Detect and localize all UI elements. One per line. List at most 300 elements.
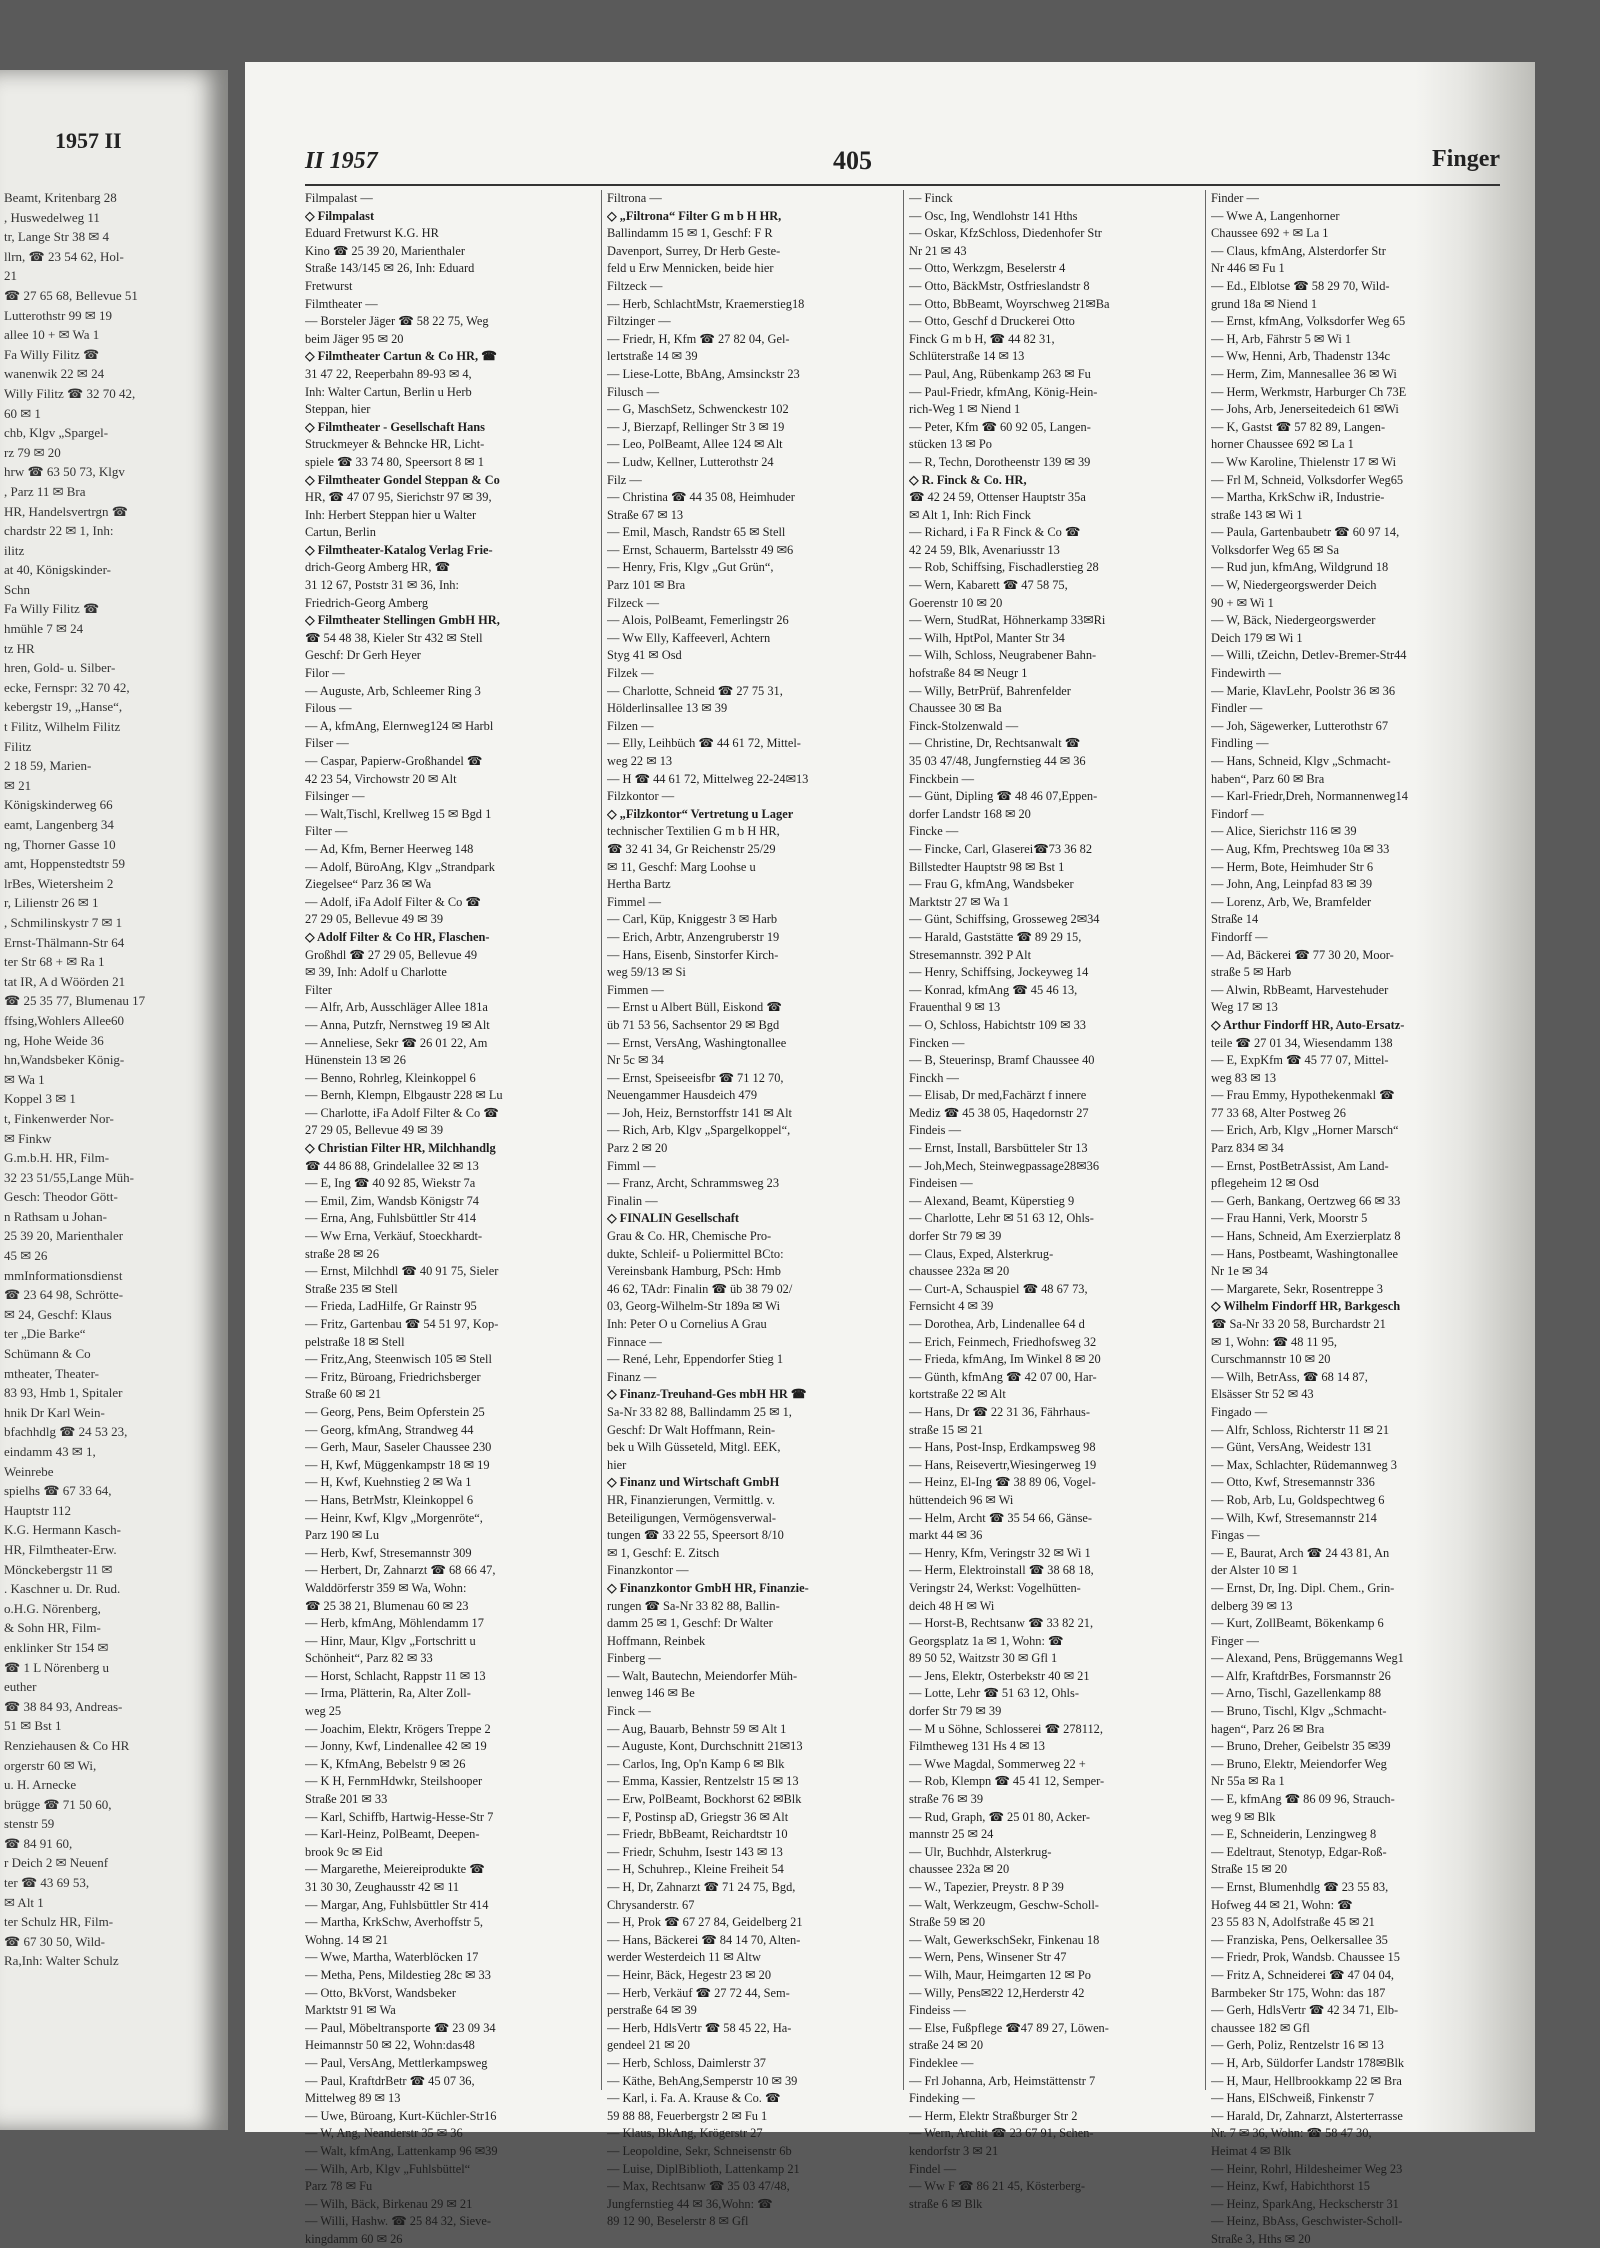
left-page-line: K.G. Hermann Kasch-: [4, 1522, 121, 1538]
directory-entry-line: — Margar, Ang, Fuhlsbüttler Str 414: [305, 1897, 489, 1912]
directory-page: [245, 62, 1535, 2246]
directory-entry-line: Geschf: Dr Gerh Heyer: [305, 648, 421, 663]
directory-entry-line: — Emil, Masch, Randstr 65 ✉ Stell: [607, 525, 786, 540]
directory-entry-line: Sa-Nr 33 82 88, Ballindamm 25 ✉ 1,: [607, 1404, 792, 1419]
directory-entry-line: — Friedr, BbBeamt, Reichardtstr 10: [607, 1827, 788, 1842]
left-page-text: [4, 188, 214, 1971]
column-rule: [903, 190, 904, 2090]
directory-entry-line: — M u Söhne, Schlosserei ☎ 278112,: [909, 1721, 1103, 1736]
directory-entry-line: Struckmeyer & Behncke HR, Licht-: [305, 437, 485, 452]
directory-entry-line: Heimat 4 ✉ Blk: [1211, 2143, 1292, 2158]
directory-entry-line: feld u Erw Mennicken, beide hier: [607, 261, 774, 276]
directory-entry-line: — Otto, Kwf, Stresemannstr 336: [1211, 1475, 1375, 1490]
directory-entry-line: ◇ Filmpalast: [305, 208, 375, 223]
left-page-line: spielhs ☎ 67 33 64,: [4, 1483, 112, 1499]
directory-entry-line: — Ernst, Install, Barsbütteler Str 13: [909, 1141, 1088, 1156]
directory-entry-line: — Emil, Zim, Wandsb Königstr 74: [305, 1193, 479, 1208]
directory-entry-line: — Ulr, Buchhdr, Alsterkrug-: [909, 1844, 1052, 1859]
directory-entry-line: — Herb, HdlsVertr ☎ 58 45 22, Ha-: [607, 2020, 792, 2035]
directory-entry-line: — Ww Erna, Verkäuf, Stoeckhardt-: [305, 1229, 483, 1244]
page-number: 405: [833, 146, 872, 175]
directory-entry-line: — Hans, Bäckerei ☎ 84 14 70, Alten-: [607, 1932, 801, 1947]
directory-entry-line: Filzek —: [607, 666, 654, 681]
directory-entry-line: 59 88 88, Feuerbergstr 2 ✉ Fu 1: [607, 2108, 768, 2123]
directory-entry-line: Geschf: Dr Walt Hoffmann, Rein-: [607, 1422, 776, 1437]
left-page-line: euther: [4, 1679, 37, 1695]
directory-entry-line: — Konrad, kfmAng ☎ 45 46 13,: [909, 982, 1078, 997]
directory-entry-line: teile ☎ 27 01 34, Wiesendamm 138: [1211, 1035, 1393, 1050]
directory-entry-line: Findler —: [1211, 701, 1263, 716]
directory-entry-line: lenweg 146 ✉ Be: [607, 1686, 695, 1701]
directory-entry-line: — Wilh, Bäck, Birkenau 29 ✉ 21: [305, 2196, 473, 2211]
left-page-line: Schümann & Co: [4, 1346, 91, 1362]
directory-entry-line: ◇ FINALIN Gesellschaft: [607, 1211, 740, 1226]
directory-entry-line: Marktstr 27 ✉ Wa 1: [909, 894, 1010, 909]
directory-entry-line: Neuengammer Hausdeich 479: [607, 1088, 758, 1103]
directory-entry-line: — Bernh, Klempn, Elbgaustr 228 ✉ Lu: [305, 1088, 503, 1103]
directory-entry-line: delberg 39 ✉ 13: [1211, 1598, 1293, 1613]
left-page-line: 21: [4, 268, 17, 284]
directory-entry-line: — H, Kwf, Kuehnstieg 2 ✉ Wa 1: [305, 1475, 472, 1490]
left-page-line: , Parz 11 ✉ Bra: [4, 483, 86, 499]
directory-entry-line: straße 5 ✉ Harb: [1211, 965, 1292, 980]
directory-entry-line: — Joh, Sägewerker, Lutterothstr 67: [1211, 718, 1389, 733]
directory-entry-line: — Rich, Arb, Klgv „Spargelkoppel“,: [607, 1123, 791, 1138]
directory-entry-line: — Bruno, Tischl, Klgv „Schmacht-: [1211, 1704, 1387, 1719]
directory-entry-line: — Joh, Heiz, Bernstorffstr 141 ✉ Alt: [607, 1105, 792, 1120]
directory-entry-line: Finanzkontor —: [607, 1563, 689, 1578]
directory-entry-line: — Else, Fußpflege ☎47 89 27, Löwen-: [909, 2020, 1109, 2035]
left-page-line: Koppel 3 ✉ 1: [4, 1091, 76, 1107]
directory-entry-line: Parz 101 ✉ Bra: [607, 578, 686, 593]
directory-entry-line: Straße 143/145 ✉ 26, Inh: Eduard: [305, 261, 475, 276]
directory-entry-line: Schönheit“, Parz 82 ✉ 33: [305, 1651, 433, 1666]
directory-entry-line: spiele ☎ 33 74 80, Speersort 8 ✉ 1: [305, 454, 484, 469]
directory-entry-line: — Ww Elly, Kaffeeverl, Achtern: [607, 630, 771, 645]
directory-entry-line: perstraße 64 ✉ 39: [607, 2003, 697, 2018]
directory-entry-line: Kino ☎ 25 39 20, Marienthaler: [305, 243, 465, 258]
directory-entry-line: — Johs, Arb, Jenerseitedeich 61 ✉Wi: [1211, 402, 1399, 417]
directory-entry-line: Findeiss —: [909, 2003, 966, 2018]
directory-entry-line: Findeking —: [909, 2091, 975, 2106]
directory-entry-line: — Leopoldine, Sekr, Schneisenstr 6b: [607, 2143, 792, 2158]
directory-entry-line: — Horst, Schlacht, Rappstr 11 ✉ 13: [305, 1668, 486, 1683]
left-page-line: Fa Willy Filitz ☎: [4, 346, 100, 362]
directory-entry-line: Findling —: [1211, 736, 1269, 751]
directory-entry-line: — Benno, Rohrleg, Kleinkoppel 6: [305, 1070, 476, 1085]
directory-entry-line: — Ww F ☎ 86 21 45, Kösterberg-: [909, 2179, 1086, 2194]
left-page-line: enklinker Str 154 ✉: [4, 1639, 109, 1655]
left-page-line: hren, Gold- u. Silber-: [4, 660, 116, 676]
directory-entry-line: — H, Arb, Fährstr 5 ✉ Wi 1: [1211, 331, 1352, 346]
left-page-line: hrw ☎ 63 50 73, Klgv: [4, 464, 125, 480]
directory-entry-line: — Erich, Feinmech, Friedhofsweg 32: [909, 1334, 1097, 1349]
directory-entry-line: chaussee 232a ✉ 20: [909, 1862, 1010, 1877]
directory-entry-line: — Uwe, Büroang, Kurt-Küchler-Str16: [305, 2108, 497, 2123]
directory-entry-line: Styg 41 ✉ Osd: [607, 648, 682, 663]
directory-entry-line: — Otto, BäckMstr, Ostfrieslandstr 8: [909, 278, 1090, 293]
directory-entry-line: — Friedr, Prok, Wandsb. Chaussee 15: [1211, 1950, 1400, 1965]
left-page-line: Ernst-Thälmann-Str 64: [4, 934, 125, 950]
directory-entry-line: — Friedr, Schuhm, Isestr 143 ✉ 13: [607, 1844, 783, 1859]
directory-entry-line: — Metha, Pens, Mildestieg 28c ✉ 33: [305, 1967, 491, 1982]
directory-entry-line: Filzkontor —: [607, 789, 675, 804]
directory-entry-line: straße 143 ✉ Wi 1: [1211, 507, 1303, 522]
left-page-line: ☎ 38 84 93, Andreas-: [4, 1698, 123, 1714]
left-page-line: t Filitz, Wilhelm Filitz: [4, 719, 121, 735]
directory-entry-line: — Ernst, Speiseeisfbr ☎ 71 12 70,: [607, 1070, 784, 1085]
directory-entry-line: der Alster 10 ✉ 1: [1211, 1563, 1298, 1578]
directory-entry-line: ◇ Adolf Filter & Co HR, Flaschen-: [305, 929, 490, 944]
directory-entry-line: Filzen —: [607, 718, 654, 733]
directory-entry-line: — Gerh, Poliz, Rentzelstr 16 ✉ 13: [1211, 2038, 1384, 2053]
left-page-line: lrBes, Wietersheim 2: [4, 875, 114, 891]
directory-entry-line: — Auguste, Arb, Schleemer Ring 3: [305, 683, 481, 698]
directory-entry-line: — Heinz, El-Ing ☎ 38 89 06, Vogel-: [909, 1475, 1096, 1490]
directory-entry-line: 35 03 47/48, Jungfernstieg 44 ✉ 36: [909, 754, 1086, 768]
directory-entry-line: Finalin —: [607, 1193, 658, 1208]
left-page-line: ☎ 84 91 60,: [4, 1835, 73, 1851]
left-page-header: 1957 II: [55, 128, 122, 153]
directory-entry-line: Grau & Co. HR, Chemische Pro-: [607, 1229, 772, 1244]
directory-entry-line: Straße 60 ✉ 21: [305, 1387, 382, 1402]
directory-entry-line: — Wilh, Arb, Klgv „Fuhlsbüttel“: [305, 2161, 471, 2176]
directory-entry-line: — K H, FernmHdwkr, Steilshooper: [305, 1774, 483, 1789]
left-page-line: ecke, Fernspr: 32 70 42,: [4, 679, 130, 695]
directory-entry-line: — E, Ing ☎ 40 92 85, Wiekstr 7a: [305, 1176, 476, 1191]
directory-entry-line: Findewirth —: [1211, 666, 1281, 681]
directory-entry-line: — Otto, BkVorst, Wandsbeker: [305, 1985, 457, 2000]
directory-entry-line: 27 29 05, Bellevue 49 ✉ 39: [305, 1123, 444, 1138]
directory-entry-line: Parz 834 ✉ 34: [1211, 1141, 1284, 1156]
directory-entry-line: Fimmel —: [607, 894, 662, 909]
directory-entry-line: pflegeheim 12 ✉ Osd: [1211, 1176, 1319, 1191]
directory-entry-line: — Fritz A, Schneiderei ☎ 47 04 04,: [1211, 1967, 1395, 1982]
directory-entry-line: — Bruno, Dreher, Geibelstr 35 ✉39: [1211, 1739, 1391, 1754]
directory-entry-line: — Curt-A, Schauspiel ☎ 48 67 73,: [909, 1281, 1088, 1296]
directory-entry-line: Filz —: [607, 472, 642, 487]
column-rule: [1205, 190, 1206, 2090]
directory-entry-line: ✉ 11, Geschf: Marg Loohse u: [607, 859, 756, 874]
directory-entry-line: Straße 14: [1211, 912, 1259, 927]
directory-entry-line: — Borsteler Jäger ☎ 58 22 75, Weg: [305, 314, 489, 329]
directory-entry-line: — Herb, Schloss, Daimlerstr 37: [607, 2055, 766, 2070]
directory-entry-line: — Ww, Henni, Arb, Thadenstr 134c: [1211, 349, 1391, 364]
directory-entry-line: — Günt, Schiffsing, Grosseweg 2✉34: [909, 912, 1100, 927]
left-page-line: Ra,Inh: Walter Schulz: [4, 1953, 119, 1969]
directory-entry-line: ☎ Sa-Nr 33 20 58, Burchardstr 21: [1211, 1317, 1386, 1331]
directory-entry-line: — Walt, GewerkschSekr, Finkenau 18: [909, 1932, 1100, 1947]
column-2: [607, 190, 897, 2231]
left-page-line: & Sohn HR, Film-: [4, 1620, 101, 1636]
directory-entry-line: — H, Kwf, Müggenkampstr 18 ✉ 19: [305, 1457, 490, 1472]
directory-entry-line: — W, Ang, Neanderstr 35 ✉ 36: [305, 2126, 463, 2141]
directory-entry-line: — Günt, VersAng, Weidestr 131: [1211, 1440, 1372, 1455]
header-volume: II 1957: [305, 148, 378, 174]
directory-entry-line: — Erna, Ang, Fuhlsbüttler Str 414: [305, 1211, 477, 1226]
left-page-line: , Schmilinskystr 7 ✉ 1: [4, 914, 123, 930]
directory-entry-line: — Lotte, Lehr ☎ 51 63 12, Ohls-: [909, 1686, 1079, 1701]
column-1: [305, 190, 595, 2248]
directory-entry-line: chaussee 232a ✉ 20: [909, 1264, 1010, 1279]
directory-entry-line: — Kurt, ZollBeamt, Bökenkamp 6: [1211, 1616, 1384, 1631]
left-page-line: G.m.b.H. HR, Film-: [4, 1150, 110, 1166]
directory-entry-line: Straße 67 ✉ 13: [607, 507, 684, 522]
directory-entry-line: — Willi, tZeichn, Detlev-Bremer-Str44: [1211, 648, 1407, 663]
directory-entry-line: — Herb, kfmAng, Möhlendamm 17: [305, 1616, 484, 1631]
directory-entry-line: Finger —: [1211, 1633, 1259, 1648]
directory-entry-line: Fretwurst: [305, 278, 353, 293]
directory-entry-line: Volksdorfer Weg 65 ✉ Sa: [1211, 542, 1340, 557]
directory-entry-line: Parz 190 ✉ Lu: [305, 1528, 380, 1543]
directory-entry-line: kortstraße 22 ✉ Alt: [909, 1387, 1006, 1402]
directory-entry-line: — Oskar, KfzSchloss, Diedenhofer Str: [909, 226, 1102, 241]
directory-entry-line: Ballindamm 15 ✉ 1, Geschf: F R: [607, 226, 773, 241]
directory-entry-line: — Ernst u Albert Büll, Eiskond ☎: [607, 1000, 782, 1015]
directory-entry-line: — Herm, Elektroinstall ☎ 38 68 18,: [909, 1563, 1094, 1578]
directory-entry-line: Filtzeck —: [607, 278, 663, 293]
directory-entry-line: Jungfernstieg 44 ✉ 36,Wohn: ☎: [607, 2196, 773, 2211]
left-page-line: allee 10 + ✉ Wa 1: [4, 327, 100, 343]
directory-entry-line: straße 28 ✉ 26: [305, 1246, 380, 1261]
directory-entry-line: grund 18a ✉ Niend 1: [1211, 296, 1318, 311]
left-page-line: ✉ 24, Geschf: Klaus: [4, 1306, 112, 1322]
column-4: [1211, 190, 1501, 2248]
directory-entry-line: — Heinz, SparkAng, Heckscherstr 31: [1211, 2196, 1399, 2211]
left-page-line: ng, Hohe Weide 36: [4, 1032, 104, 1048]
left-page-line: kebergstr 19, „Hanse“,: [4, 699, 123, 715]
directory-entry-line: ☎ 44 86 88, Grindelallee 32 ✉ 13: [305, 1158, 479, 1173]
directory-entry-line: — Walt,Tischl, Krellweg 15 ✉ Bgd 1: [305, 806, 492, 821]
directory-entry-line: Straße 235 ✉ Stell: [305, 1281, 398, 1296]
directory-entry-line: — Aug, Bauarb, Behnstr 59 ✉ Alt 1: [607, 1721, 787, 1736]
directory-entry-line: — H, Maur, Hellbrookkamp 22 ✉ Bra: [1211, 2073, 1402, 2088]
directory-entry-line: dukte, Schleif- u Poliermittel BCto:: [607, 1246, 784, 1261]
left-page-line: tat IR, A d Wöörden 21: [4, 973, 126, 989]
directory-entry-line: weg 83 ✉ 13: [1211, 1070, 1277, 1085]
directory-entry-line: Hünenstein 13 ✉ 26: [305, 1053, 406, 1068]
directory-entry-line: — Wilh, Schloss, Neugrabener Bahn-: [909, 648, 1097, 663]
directory-entry-line: Findeisen —: [909, 1176, 973, 1191]
left-page-line: chardstr 22 ✉ 1, Inh:: [4, 523, 114, 539]
directory-entry-line: — Ernst, Dr, Ing. Dipl. Chem., Grin-: [1211, 1580, 1395, 1595]
directory-entry-line: Filmpalast —: [305, 191, 373, 205]
directory-entry-line: dorfer Landstr 168 ✉ 20: [909, 806, 1031, 821]
left-page-line: orgerstr 60 ✉ Wi,: [4, 1757, 97, 1773]
directory-entry-line: stücken 13 ✉ Po: [909, 437, 993, 452]
directory-entry-line: dorfer Str 79 ✉ 39: [909, 1704, 1002, 1719]
directory-entry-line: HR, ☎ 47 07 95, Sierichstr 97 ✉ 39,: [305, 490, 492, 505]
directory-entry-line: — Gerh, HdlsVertr ☎ 42 34 71, Elb-: [1211, 2003, 1399, 2018]
directory-entry-line: beim Jäger 95 ✉ 20: [305, 331, 404, 346]
directory-entry-line: — Willi, Hashw. ☎ 25 84 32, Sieve-: [305, 2214, 491, 2229]
directory-entry-line: brook 9c ✉ Eid: [305, 1844, 383, 1859]
left-page-line: ilitz: [4, 542, 25, 558]
directory-entry-line: — Willy, Pens✉22 12,Herderstr 42: [909, 1985, 1085, 2000]
directory-entry-line: rungen ☎ Sa-Nr 33 82 88, Ballin-: [607, 1598, 780, 1613]
directory-entry-line: — Carl, Küp, Kniggestr 3 ✉ Harb: [607, 912, 778, 927]
directory-entry-line: ☎ 25 38 21, Blumenau 60 ✉ 23: [305, 1598, 469, 1613]
directory-entry-line: — Marie, KlavLehr, Poolstr 36 ✉ 36: [1211, 683, 1396, 698]
left-page-line: HR, Handelsvertrgn ☎: [4, 503, 128, 519]
left-page-line: Willy Filitz ☎ 32 70 42,: [4, 385, 136, 401]
directory-entry-line: — Friedr, H, Kfm ☎ 27 82 04, Gel-: [607, 331, 790, 346]
directory-entry-line: Filser —: [305, 736, 349, 751]
left-page-line: brügge ☎ 71 50 60,: [4, 1796, 112, 1812]
directory-entry-line: — Charlotte, Schneid ☎ 27 75 31,: [607, 683, 783, 698]
directory-entry-line: Findorf —: [1211, 806, 1264, 821]
directory-entry-line: ◇ Filmtheater-Katalog Verlag Frie-: [305, 542, 493, 557]
left-page-line: 32 23 51/55,Lange Müh-: [4, 1169, 134, 1185]
directory-entry-line: — Henry, Fris, Klgv „Gut Grün“,: [607, 560, 774, 575]
directory-entry-line: — Ernst, Blumenhdlg ☎ 23 55 83,: [1211, 1880, 1389, 1894]
left-page-line: n Rathsam u Johan-: [4, 1208, 107, 1224]
directory-entry-line: Fimmen —: [607, 982, 664, 997]
directory-entry-line: — Hans, Dr ☎ 22 31 36, Fährhaus-: [909, 1404, 1090, 1419]
directory-entry-line: ◇ Filmtheater - Gesellschaft Hans: [305, 419, 485, 434]
directory-entry-line: ✉ 1, Wohn: ☎ 48 11 95,: [1211, 1334, 1338, 1349]
directory-entry-line: ◇ Filmtheater Gondel Steppan & Co: [305, 472, 500, 487]
left-page-line: stenstr 59: [4, 1816, 55, 1832]
directory-entry-line: 03, Georg-Wilhelm-Str 189a ✉ Wi: [607, 1299, 781, 1314]
directory-entry-line: Fingado —: [1211, 1404, 1268, 1419]
left-page-line: 25 39 20, Marienthaler: [4, 1228, 124, 1244]
directory-entry-line: 89 12 90, Beselerstr 8 ✉ Gfl: [607, 2214, 749, 2229]
directory-entry-line: Filous —: [305, 701, 352, 716]
directory-entry-line: Walddörferstr 359 ✉ Wa, Wohn:: [305, 1580, 467, 1595]
directory-entry-line: ☎ 42 24 59, Ottenser Hauptstr 35a: [909, 490, 1086, 505]
directory-entry-line: — Joachim, Elektr, Krögers Treppe 2: [305, 1721, 491, 1736]
directory-entry-line: — Walt, kfmAng, Lattenkamp 96 ✉39: [305, 2143, 498, 2158]
directory-entry-line: 31 12 67, Poststr 31 ✉ 36, Inh:: [305, 578, 459, 593]
directory-entry-line: — Hans, BetrMstr, Kleinkoppel 6: [305, 1492, 474, 1507]
left-page-line: wanenwik 22 ✉ 24: [4, 366, 105, 382]
directory-entry-line: — Rob, Schiffsing, Fischadlerstieg 28: [909, 560, 1099, 575]
directory-entry-line: — Peter, Kfm ☎ 60 92 05, Langen-: [909, 419, 1091, 434]
directory-entry-line: — Rud, Graph, ☎ 25 01 80, Acker-: [909, 1809, 1091, 1824]
directory-entry-line: — Claus, kfmAng, Alsterdorfer Str: [1211, 243, 1386, 258]
directory-entry-line: — H, Dr, Zahnarzt ☎ 71 24 75, Bgd,: [607, 1880, 796, 1894]
directory-entry-line: straße 15 ✉ 21: [909, 1422, 984, 1437]
directory-entry-line: Ziegelsee“ Parz 36 ✉ Wa: [305, 877, 432, 892]
directory-entry-line: Deich 179 ✉ Wi 1: [1211, 630, 1303, 645]
left-page-line: Filitz: [4, 738, 32, 754]
directory-entry-line: — Henry, Schiffsing, Jockeyweg 14: [909, 965, 1089, 980]
directory-entry-line: ◇ Christian Filter HR, Milchhandlg: [305, 1141, 496, 1156]
directory-entry-line: — Henry, Kfm, Veringstr 32 ✉ Wi 1: [909, 1545, 1091, 1560]
directory-entry-line: Fernsicht 4 ✉ 39: [909, 1299, 994, 1314]
left-page-line: 83 93, Hmb 1, Spitaler: [4, 1385, 123, 1401]
left-page-line: tz HR: [4, 640, 35, 656]
directory-entry-line: — Richard, i Fa R Finck & Co ☎: [909, 525, 1081, 540]
left-page-line: Königskinderweg 66: [4, 797, 113, 813]
directory-entry-line: ☎ 54 48 38, Kieler Str 432 ✉ Stell: [305, 630, 483, 645]
left-page-line: ☎ 27 65 68, Bellevue 51: [4, 287, 138, 303]
directory-entry-line: — Max, Rechtsanw ☎ 35 03 47/48,: [607, 2179, 790, 2194]
left-page-line: hn,Wandsbeker König-: [4, 1052, 125, 1068]
directory-entry-line: 42 24 59, Blk, Avenariusstr 13: [909, 542, 1060, 557]
directory-entry-line: 23 55 83 N, Adolfstraße 45 ✉ 21: [1211, 1915, 1375, 1930]
directory-entry-line: — G, MaschSetz, Schwenckestr 102: [607, 402, 789, 417]
left-page-line: ter Schulz HR, Film-: [4, 1914, 114, 1930]
directory-entry-line: ◇ „Filtrona“ Filter G m b H HR,: [607, 208, 782, 223]
directory-entry-line: — Jens, Elektr, Osterbekstr 40 ✉ 21: [909, 1668, 1090, 1683]
directory-entry-line: — Erich, Arbtr, Anzengruberstr 19: [607, 929, 780, 944]
directory-entry-line: — Anneliese, Sekr ☎ 26 01 22, Am: [305, 1035, 488, 1050]
directory-entry-line: — Elisab, Dr med,Fachärzt f innere: [909, 1088, 1087, 1103]
directory-entry-line: — Edeltraut, Stenotyp, Edgar-Roß-: [1211, 1844, 1387, 1859]
directory-entry-line: — Hans, Eisenb, Sinstorfer Kirch-: [607, 947, 779, 962]
left-page-line: ✉ Wa 1: [4, 1071, 45, 1087]
directory-entry-line: — Luise, DiplBiblioth, Lattenkamp 21: [607, 2161, 800, 2176]
directory-entry-line: — Hinr, Maur, Klgv „Fortschritt u: [305, 1633, 476, 1648]
directory-entry-line: 31 47 22, Reeperbahn 89-93 ✉ 4,: [305, 366, 472, 381]
directory-entry-line: — Rob, Arb, Lu, Goldspechtweg 6: [1211, 1492, 1385, 1507]
left-page-line: Mönckebergstr 11 ✉: [4, 1561, 113, 1577]
left-page-line: tr, Lange Str 38 ✉ 4: [4, 229, 109, 245]
directory-entry-line: pelstraße 18 ✉ Stell: [305, 1334, 405, 1349]
directory-entry-line: straße 76 ✉ 39: [909, 1792, 984, 1807]
directory-entry-line: Weg 17 ✉ 13: [1211, 1000, 1278, 1015]
directory-entry-line: ✉ 39, Inh: Adolf u Charlotte: [305, 965, 447, 980]
directory-entry-line: ◇ „Filzkontor“ Vertretung u Lager: [607, 806, 794, 821]
directory-entry-line: — Otto, Werkzgm, Beselerstr 4: [909, 261, 1066, 276]
directory-entry-line: — Emma, Kassier, Rentzelstr 15 ✉ 13: [607, 1774, 799, 1789]
directory-entry-line: — Wilh, BetrAss, ☎ 68 14 87,: [1211, 1369, 1368, 1384]
directory-entry-line: Hölderlinsallee 13 ✉ 39: [607, 701, 728, 716]
directory-entry-line: — E, ExpKfm ☎ 45 77 07, Mittel-: [1211, 1053, 1389, 1068]
directory-entry-line: — O, Schloss, Habichtstr 109 ✉ 33: [909, 1017, 1086, 1032]
directory-entry-line: Fimml —: [607, 1158, 656, 1173]
directory-entry-line: Straße 15 ✉ 20: [1211, 1862, 1288, 1877]
directory-entry-line: üb 71 53 56, Sachsentor 29 ✉ Bgd: [607, 1017, 780, 1032]
directory-entry-line: — Hans, ElSchweiß, Finkenstr 7: [1211, 2091, 1375, 2106]
directory-entry-line: — H, Prok ☎ 67 27 84, Geidelberg 21: [607, 1915, 803, 1930]
directory-entry-line: — Ludw, Kellner, Lutterothstr 24: [607, 454, 774, 469]
directory-entry-line: — Karl-Heinz, PolBeamt, Deepen-: [305, 1827, 480, 1842]
directory-entry-line: — Leo, PolBeamt, Allee 124 ✉ Alt: [607, 437, 783, 452]
directory-entry-line: Filter: [305, 982, 332, 997]
directory-entry-line: — Paul-Friedr, kfmAng, König-Hein-: [909, 384, 1098, 399]
directory-entry-line: Straße 201 ✉ 33: [305, 1792, 388, 1807]
directory-entry-line: — Horst-B, Rechtsanw ☎ 33 82 21,: [909, 1616, 1094, 1631]
directory-entry-line: — Heinr, Rohrl, Hildesheimer Weg 23: [1211, 2161, 1403, 2176]
directory-entry-line: — Alice, Sierichstr 116 ✉ 39: [1211, 824, 1357, 839]
left-page-line: ter Str 68 + ✉ Ra 1: [4, 954, 105, 970]
left-page-line: HR, Filmtheater-Erw.: [4, 1541, 117, 1557]
directory-entry-line: — Ernst, Milchhdl ☎ 40 91 75, Sieler: [305, 1264, 499, 1279]
directory-entry-line: — Elly, Leihbüch ☎ 44 61 72, Mittel-: [607, 736, 801, 751]
column-rule: [601, 190, 602, 2090]
directory-entry-line: Chrysanderstr. 67: [607, 1897, 695, 1912]
directory-entry-line: — Ernst, PostBetrAssist, Am Land-: [1211, 1158, 1389, 1173]
directory-entry-line: — A, kfmAng, Elernweg124 ✉ Harbl: [305, 718, 494, 733]
left-page-line: Gesch: Theodor Gött-: [4, 1189, 118, 1205]
directory-entry-line: — Charlotte, Lehr ✉ 51 63 12, Ohls-: [909, 1211, 1094, 1226]
directory-entry-line: — R, Techn, Dorotheenstr 139 ✉ 39: [909, 454, 1091, 469]
directory-entry-line: — Arno, Tischl, Gazellenkamp 88: [1211, 1686, 1382, 1701]
directory-entry-line: — Frl Johanna, Arb, Heimstättenstr 7: [909, 2073, 1096, 2088]
directory-entry-line: — Wilh, Maur, Heimgarten 12 ✉ Po: [909, 1967, 1091, 1982]
directory-entry-line: Hoffmann, Reinbek: [607, 1633, 706, 1648]
directory-entry-line: — Ad, Kfm, Berner Heerweg 148: [305, 841, 474, 856]
directory-entry-line: Mittelweg 89 ✉ 13: [305, 2091, 401, 2106]
directory-entry-line: — Irma, Plätterin, Ra, Alter Zoll-: [305, 1686, 471, 1701]
directory-entry-line: — Paul, KraftdrBetr ☎ 45 07 36,: [305, 2073, 475, 2088]
directory-entry-line: deich 48 H ✉ Wi: [909, 1598, 995, 1613]
directory-entry-line: 89 50 52, Waitzstr 30 ✉ Gfl 1: [909, 1651, 1058, 1666]
directory-entry-line: — Georg, Pens, Beim Opferstein 25: [305, 1404, 485, 1419]
